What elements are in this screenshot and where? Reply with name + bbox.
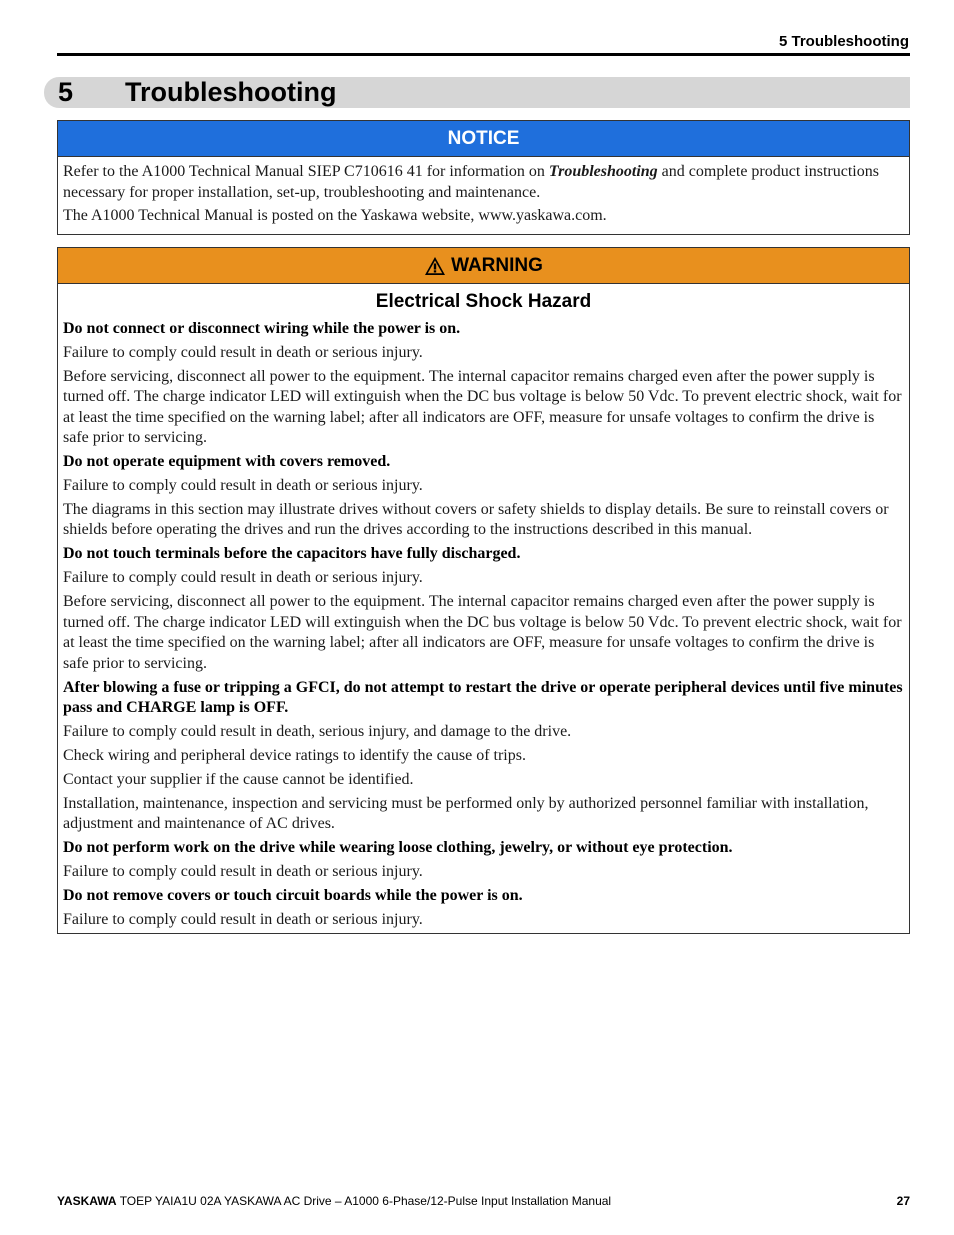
- warning-label: WARNING: [451, 254, 543, 276]
- warning-instruction: Do not touch terminals before the capacitors have fully discharged.: [63, 545, 521, 563]
- page-footer: [57, 1194, 910, 1208]
- warning-body: [58, 319, 909, 930]
- notice-body: [58, 157, 909, 227]
- warning-instruction: Do not connect or disconnect wiring while the power is on.: [63, 320, 461, 337]
- chapter-heading-bar: [44, 77, 910, 108]
- header-rule: [57, 53, 910, 56]
- warning-text: Installation, maintenance, inspection and servicing must be performed only by authorized personnel familiar with installation, adjustment and maintenance of AC drives.: [63, 794, 869, 833]
- warning-text: Check wiring and peripheral device ratings to identify the cause of trips.: [63, 746, 526, 764]
- notice-paragraph-2: The A1000 Technical Manual is posted on the Yaskawa website, www.yaskawa.com.: [63, 207, 607, 224]
- warning-text: Failure to comply could result in death or serious injury.: [63, 862, 423, 880]
- warning-header: [58, 248, 909, 284]
- warning-text: The diagrams in this section may illustrate drives without covers or safety shields to display details. Be sure to reinstall covers or shields before operating the drives and run the drives according to the instructions described in this manual.: [63, 500, 889, 539]
- hazard-title: Electrical Shock Hazard: [375, 291, 592, 312]
- warning-instruction: Do not remove covers or touch circuit boards while the power is on.: [63, 886, 523, 904]
- notice-header: [58, 121, 909, 157]
- warning-instruction: Do not operate equipment with covers removed.: [63, 453, 391, 471]
- notice-box: [57, 120, 910, 235]
- warning-box: [57, 247, 910, 934]
- warning-text: Failure to comply could result in death or serious injury.: [63, 569, 423, 587]
- warning-text: Failure to comply could result in death or serious injury.: [63, 477, 423, 495]
- warning-text: Failure to comply could result in death, serious injury, and damage to the drive.: [63, 722, 572, 740]
- notice-p1-start: Refer to the A1000 Technical Manual SIEP C710616 41 for information on: [63, 163, 549, 180]
- warning-text: Before servicing, disconnect all power to the equipment. The internal capacitor remains charged even after the power supply is turned off. The charge indicator LED will extinguish when the DC bus voltage is below 50 Vdc. To prevent electric shock, wait for at least the time specified on the warning label; after all indicators are OFF, measure for unsafe voltages to confirm the drive is safe prior to servicing.: [63, 593, 902, 672]
- chapter-title: Troubleshooting: [125, 77, 337, 107]
- warning-text: Before servicing, disconnect all power to the equipment. The internal capacitor remains charged even after the power supply is turned off. The charge indicator LED will extinguish when the DC bus voltage is below 50 Vdc. To prevent electric shock, wait for at least the time specified on the warning label; after all indicators are OFF, measure for unsafe voltages to confirm the drive is safe prior to servicing.: [63, 367, 902, 447]
- page-number: 27: [896, 1194, 910, 1208]
- notice-p1-emphasis: Troubleshooting: [548, 163, 658, 180]
- warning-text: Contact your supplier if the cause cannot be identified.: [63, 770, 414, 788]
- chapter-number: 5: [58, 77, 74, 107]
- footer-brand: YASKAWA: [57, 1194, 117, 1208]
- warning-instruction: After blowing a fuse or tripping a GFCI, do not attempt to restart the drive or operate peripheral devices until five minutes pass and CHARGE lamp is OFF.: [63, 678, 903, 717]
- warning-text: Failure to comply could result in death or serious injury.: [63, 343, 423, 361]
- notice-label: NOTICE: [447, 127, 520, 149]
- notice-p1-end: and complete product instructions necessary for proper installation, set-up, troubleshooting and maintenance.: [63, 163, 879, 201]
- running-header-title: 5 Troubleshooting: [779, 33, 909, 50]
- warning-instruction: Do not perform work on the drive while wearing loose clothing, jewelry, or without eye protection.: [63, 838, 733, 856]
- warning-text: Failure to comply could result in death or serious injury.: [63, 910, 423, 928]
- footer-text: TOEP YAIA1U 02A YASKAWA AC Drive – A1000 6-Phase/12-Pulse Input Installation Manual: [116, 1194, 612, 1208]
- warning-triangle-icon: [424, 256, 446, 276]
- notice-paragraph-1: [63, 162, 904, 203]
